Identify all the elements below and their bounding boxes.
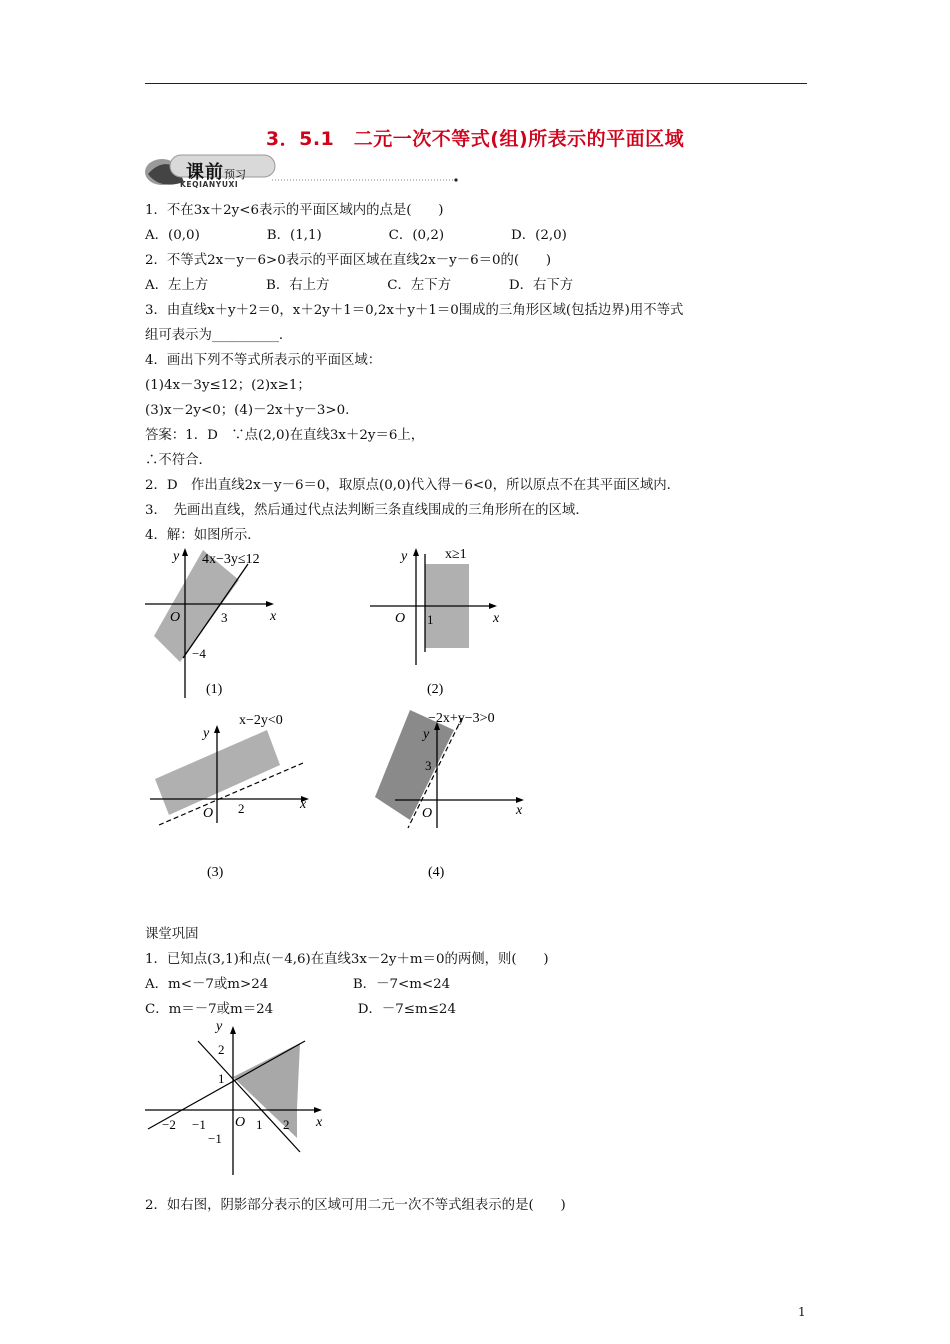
q4-part-a: (1)4x－3y≤12；(2)x≥1； (145, 378, 311, 393)
x-label: x (270, 609, 277, 624)
tick-label: 2 (283, 1117, 290, 1132)
figure-number: (3) (207, 865, 224, 880)
figure-3 (145, 705, 315, 885)
origin-label: O (235, 1115, 246, 1130)
figure-number: (2) (427, 682, 444, 697)
answer-2: 2．D 作出直线2x－y－6＝0，取原点(0,0)代入得－6<0，所以原点不在其平面区域内． (145, 478, 681, 493)
s2-q1-options-cd: C．m＝－7或m＝24 D．－7≤m≤24 (145, 1002, 456, 1017)
x-arrow (314, 1107, 322, 1113)
tick-label: 1 (256, 1117, 263, 1132)
y-arrow (214, 725, 220, 733)
figure-1 (140, 540, 300, 705)
inequality-label: x≥1 (445, 547, 467, 562)
answer-1: 答案：1．D ∵点(2,0)在直线3x＋2y＝6上， (145, 428, 425, 443)
tick-label: 2 (238, 801, 245, 816)
page-title: 3．5.1 二元一次不等式(组)所表示的平面区域 (265, 128, 685, 150)
q4-part-b: (3)x－2y<0；(4)－2x＋y－3>0. (145, 403, 350, 418)
origin-label: O (203, 806, 214, 821)
y-label: y (173, 549, 180, 564)
figure-number: (4) (428, 865, 445, 880)
origin-label: O (422, 806, 433, 821)
page-number: 1 (798, 1305, 806, 1319)
y-arrow (230, 1026, 236, 1034)
tick-label: 1 (218, 1071, 225, 1086)
origin-label: O (170, 610, 181, 625)
y-label: y (401, 549, 408, 564)
y-label: y (423, 727, 430, 742)
x-label: x (516, 803, 523, 818)
tick-label: 3 (221, 610, 228, 625)
header-rule (145, 83, 807, 84)
tick-label: 2 (218, 1042, 225, 1057)
x-label: x (316, 1115, 323, 1130)
tick-label: 3 (425, 758, 432, 773)
banner-end-dot (454, 178, 457, 181)
tick-label: −2 (162, 1117, 176, 1132)
answer-4: 4．解：如图所示． (145, 528, 261, 543)
y-arrow (413, 548, 419, 556)
shaded-region (375, 710, 454, 820)
figure-4 (370, 700, 540, 885)
origin-label: O (395, 611, 406, 626)
figure-5 (140, 1015, 340, 1180)
q2-options: A．左上方 B．右上方 C．左下方 D．右下方 (145, 278, 574, 293)
banner-subtitle: KEQIANYUXI (180, 180, 239, 189)
tick-label: 1 (427, 612, 434, 627)
banner-small: 预习 (224, 168, 246, 181)
inequality-label: x−2y<0 (239, 713, 283, 728)
figure-number: (1) (206, 682, 223, 697)
q2-text: 2．不等式2x－y－6>0表示的平面区域在直线2x－y－6＝0的( ) (145, 253, 552, 268)
x-arrow (266, 601, 274, 607)
inequality-label: 4x−3y≤12 (202, 552, 260, 567)
q1-options: A．(0,0) B．(1,1) C．(0,2) D．(2,0) (145, 228, 567, 243)
s2-q1-options-ab: A．m<－7或m>24 B．－7<m<24 (145, 977, 451, 992)
tick-label: −1 (208, 1131, 222, 1146)
y-label: y (216, 1019, 223, 1034)
s2-q1-text: 1．已知点(3,1)和点(－4,6)在直线3x－2y＋m＝0的两侧，则( ) (145, 952, 549, 967)
answer-1-cont: ∴不符合． (145, 453, 212, 468)
q1-text: 1．不在3x＋2y<6表示的平面区域内的点是( ) (145, 203, 444, 218)
x-label: x (493, 611, 500, 626)
q4-text: 4．画出下列不等式所表示的平面区域： (145, 353, 382, 368)
x-arrow (489, 603, 497, 609)
banner-main: 课前 (186, 162, 224, 183)
x-label: x (300, 797, 307, 812)
tick-label: −1 (192, 1117, 206, 1132)
y-label: y (203, 726, 210, 741)
q3-text-cont: 组可表示为__________． (145, 328, 293, 343)
inequality-label: −2x+y−3>0 (428, 711, 495, 726)
q3-text: 3．由直线x＋y＋2＝0，x＋2y＋1＝0,2x＋y＋1＝0围成的三角形区域(包括边界)用不等式 (145, 303, 684, 318)
figure-2 (365, 540, 525, 705)
s2-q2-text: 2．如右图，阴影部分表示的区域可用二元一次不等式组表示的是( ) (145, 1198, 566, 1213)
section-heading: 课堂巩固 (145, 927, 199, 942)
answer-3: 3． 先画出直线，然后通过代点法判断三条直线围成的三角形所在的区域． (145, 503, 589, 518)
tick-label: −4 (192, 646, 206, 661)
y-arrow (182, 548, 188, 556)
